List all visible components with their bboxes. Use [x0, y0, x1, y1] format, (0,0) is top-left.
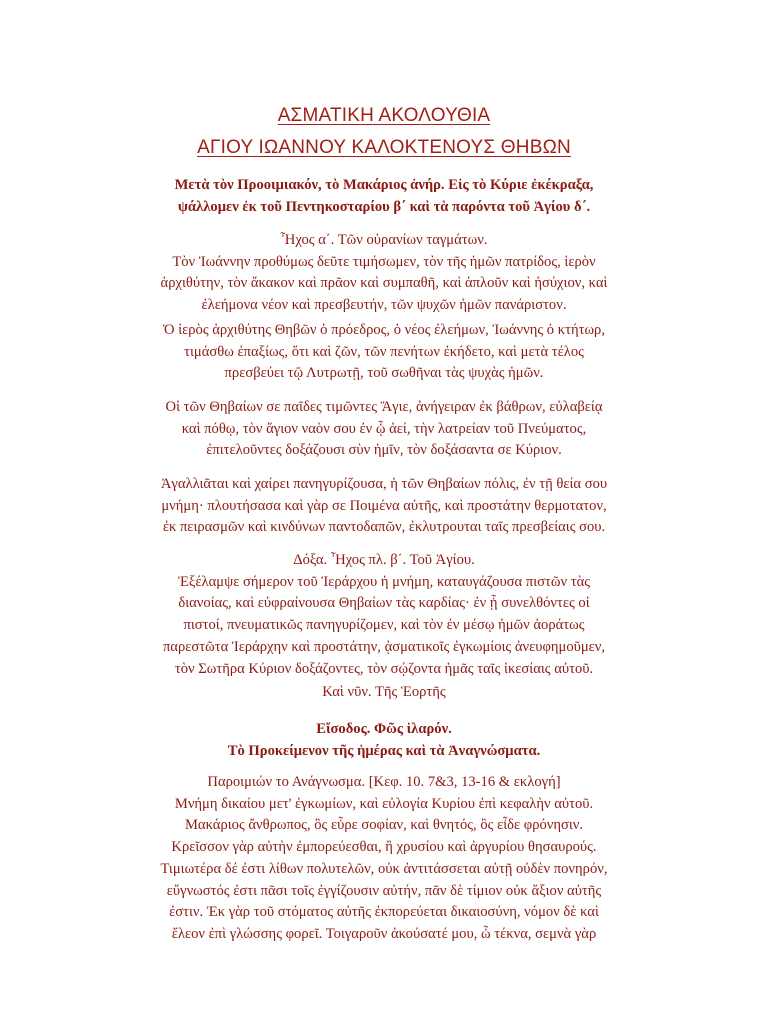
text-line: Ὁ ἱερὸς ἀρχιθύτης Θηβῶν ὁ πρόεδρος, ὁ νέος ἐλεήμων, Ἰωάννης ὁ κτήτωρ, [163, 322, 605, 338]
text-line: τὸν Σωτῆρα Κύριον δοξάζοντες, τὸν σῴζοντα ἡμᾶς ταῖς ἱκεσίαις αὐτοῦ. [174, 660, 594, 677]
document-title [0, 100, 768, 164]
reading-heading: Παροιμιών το Ανάγνωσμα. [Κεφ. 10. 7&3, 13-16 & εκλογή] [207, 774, 561, 790]
text-line: διανοίας, καὶ εὐφραίνουσα Θηβαίων τὰς καρδίας· ἐν ᾗ συνελθόντες οἱ [178, 595, 590, 612]
sticheron-2 [80, 320, 688, 385]
text-line: καὶ πόθῳ, τὸν ἅγιον ναὸν σου ἐν ᾧ ἀεί, τὴν λατρείαν τοῦ Πνεύματος, [181, 420, 587, 437]
text-line: πρεσβεύει τῷ Λυτρωτῇ, τοῦ σωθῆναι τὰς ψυχὰς ἡμῶν. [224, 365, 544, 382]
intro-rubric [80, 175, 688, 218]
tone-heading: Δόξα. Ἦχος πλ. β΄. Τοῦ Ἁγίου. [293, 552, 475, 568]
text-line: Μνήμη δικαίου μετ' ἐγκωμίων, καὶ εὐλογία Κυρίου ἐπὶ κεφαλὴν αὐτοῦ. [174, 795, 594, 812]
text-line: ἐκ πειρασμῶν καὶ κινδύνων παντοδαπῶν, ἐκλυτρουται ταῖς πρεσβείαις σου. [162, 519, 606, 536]
sticheron-3 [80, 397, 688, 462]
text-line: Ἐξέλαμψε σήμερον τοῦ Ἱεράρχου ἡ μνήμη, καταυγάζουσα πιστῶν τὰς [178, 573, 590, 590]
text-line: Τὸ Προκείμενον τῆς ἡμέρας καὶ τὰ Ἀναγνώσματα. [227, 742, 541, 759]
text-line: ἐπιτελοῦντες δοξάζουσι σὺν ἡμῖν, τὸν δοξάσαντα σε Κύριον. [206, 442, 562, 459]
text-line: Μετὰ τὸν Προοιμιακόν, τὸ Μακάριος ἀνήρ. Εἰς τὸ Κύριε ἐκέκραξα, [174, 177, 594, 193]
text-line: Τιμιωτέρα δέ ἐστι λίθων πολυτελῶν, οὐκ ἀντιτάσσεται αὐτῇ οὐδὲν πονηρόν, [160, 860, 608, 877]
text-line: ψάλλομεν ἐκ τοῦ Πεντηκοσταρίου β΄ καὶ τὰ παρόντα τοῦ Ἁγίου δ΄. [177, 198, 591, 215]
text-line: εὔγνωστός ἐστι πᾶσι τοῖς ἐγγίζουσιν αὐτήν, πᾶν δὲ τίμιον οὐκ ἄξιον αὐτῆς [166, 882, 602, 899]
title-line-1: ΑΣΜΑΤΙΚΗ ΑΚΟΛΟΥΘΙΑ [277, 105, 491, 126]
text-line: ἔλεον ἐπὶ γλώσσης φορεῖ. Τοιγαροῦν ἀκούσατέ μου, ὦ τέκνα, σεμνὰ γὰρ [171, 925, 597, 942]
kai-nyn [80, 682, 688, 704]
text-line: Μακάριος ἄνθρωπος, ὃς εὗρε σοφίαν, καὶ θνητός, ὃς εἶδε φρόνησιν. [184, 817, 584, 834]
text-line: Ἀγαλλιᾶται καὶ χαίρει πανηγυρίζουσα, ἡ τῶν Θηβαίων πόλις, ἐν τῇ θεία σου [160, 476, 608, 492]
text-line: Κρεῖσσον γὰρ αὐτὴν ἐμπορεύεσθαι, ἢ χρυσίου καὶ ἀργυρίου θησαυρούς. [171, 839, 597, 856]
text-line: πιστοί, πνευματικῶς πανηγυρίζομεν, καὶ τὸν ἐν μέσῳ ἡμῶν ἀοράτως [183, 617, 585, 634]
proverbs-reading [80, 772, 688, 946]
text-line: ἐλεήμονα νέον καὶ πρεσβευτήν, τῶν ψυχῶν ἡμῶν πανάριστον. [201, 297, 567, 314]
text-line: Εἴσοδος. Φῶς ἱλαρόν. [316, 721, 452, 737]
text-line: ἀρχιθύτην, τὸν ἄκακον καὶ πρᾶον καὶ συμπαθῆ, καὶ ἁπλοῦν καὶ ἡσύχιον, καὶ [160, 275, 608, 292]
tone-heading: Ἦχος α΄. Τῶν οὐρανίων ταγμάτων. [280, 232, 488, 248]
text-line: Τὸν Ἰωάννην προθύμως δεῦτε τιμήσωμεν, τὸν τῆς ἡμῶν πατρίδος, ἱερὸν [172, 253, 596, 270]
text-line: μνήμη· πλουτήσασα καὶ γὰρ σε Ποιμένα αὐτῆς, καὶ προστάτην θερμοτατον, [161, 497, 607, 514]
text-line: ἐστιν. Ἐκ γὰρ τοῦ στόματος αὐτῆς ἐκπορεύεται δικαιοσύνη, νόμον δὲ καὶ [169, 904, 599, 921]
sticheron-4 [80, 474, 688, 539]
text-line: Καὶ νῦν. Τῆς Ἑορτῆς [322, 684, 446, 700]
doxastikon [80, 550, 688, 680]
eisodos-rubric [80, 719, 688, 762]
text-line: τιμάσθω ἐπαξίως, ὅτι καὶ ζῶν, τῶν πενήτων ἐκήδετο, καὶ μετὰ τέλος [184, 343, 584, 360]
sticheron-1 [80, 230, 688, 317]
text-line: Οἱ τῶν Θηβαίων σε παῖδες τιμῶντες Ἅγιε, ἀνήγειραν ἐκ βάθρων, εὐλαβείᾳ [165, 399, 603, 415]
title-line-2: ΑΓΙΟΥ ΙΩΑΝΝΟΥ ΚΑΛΟΚΤΕΝΟΥΣ ΘΗΒΩΝ [197, 137, 571, 158]
text-line: παρεστῶτα Ἱεράρχην καὶ προστάτην, ᾀσματικοῖς ἐγκωμίοις ἀνευφημοῦμεν, [162, 638, 606, 655]
